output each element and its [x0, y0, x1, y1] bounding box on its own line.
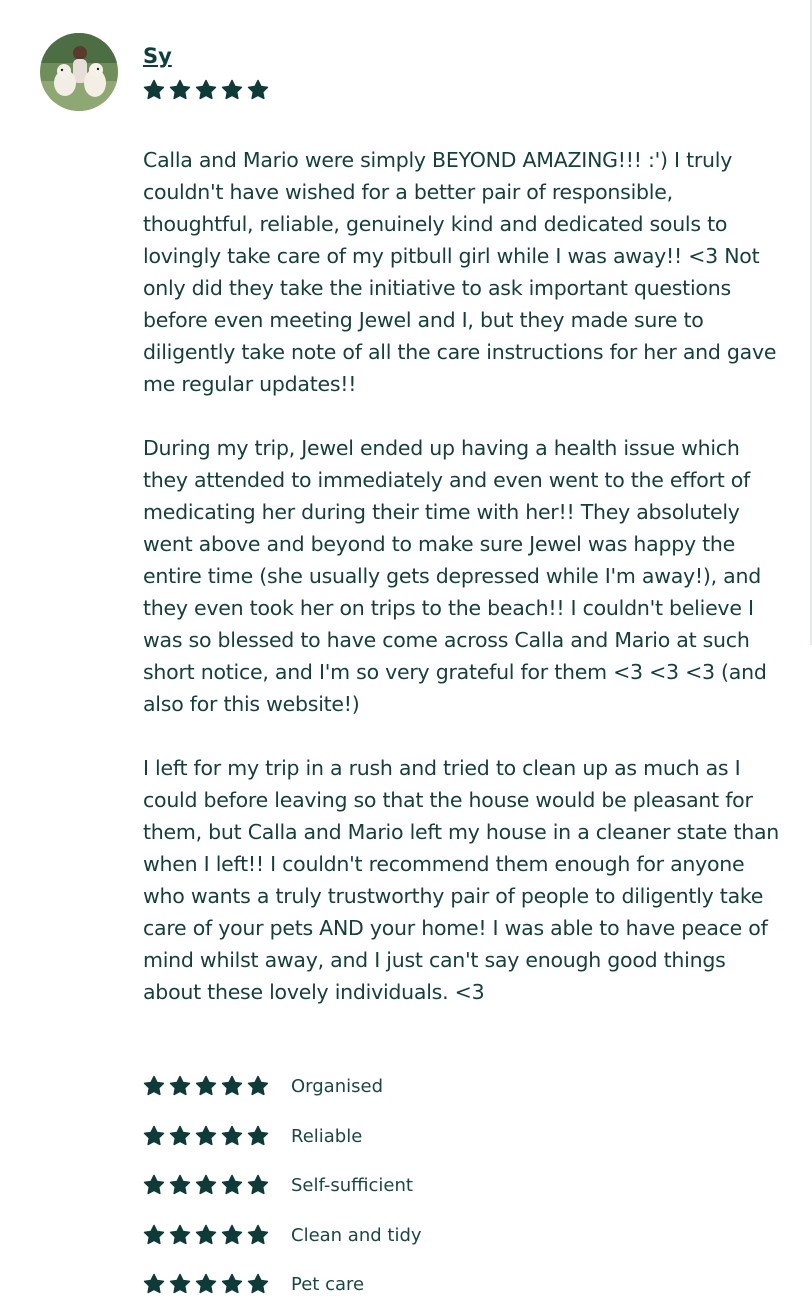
star-icon	[195, 1224, 217, 1246]
star-icon	[221, 1174, 243, 1196]
category-stars	[143, 1224, 269, 1246]
review-paragraph: Calla and Mario were simply BEYOND AMAZING!!! :') I truly couldn't have wished for a better pair of responsible, thoughtful, reliable, genuinely kind and dedicated souls to lovingly take care of my pitbull girl while I was away!! <3 Not only did they take the initiative to ask important questions before even meeting Jewel and I, but they made sure to diligently take note of all the care instructions for her and gave me regular updates!!	[143, 148, 777, 396]
avatar-photo-icon	[40, 33, 118, 111]
star-icon	[143, 1174, 165, 1196]
category-label: Clean and tidy	[291, 1224, 422, 1246]
category-rating-pet-care	[143, 1273, 364, 1295]
star-icon	[143, 1273, 165, 1295]
star-icon	[221, 1224, 243, 1246]
category-label: Reliable	[291, 1125, 363, 1147]
avatar[interactable]	[40, 33, 118, 111]
star-icon	[247, 1224, 269, 1246]
star-icon	[143, 1224, 165, 1246]
star-icon	[169, 1125, 191, 1147]
star-icon	[195, 79, 217, 101]
star-icon	[143, 1125, 165, 1147]
star-icon	[221, 79, 243, 101]
star-icon	[221, 1075, 243, 1097]
category-stars	[143, 1174, 269, 1196]
star-icon	[169, 1174, 191, 1196]
star-icon	[221, 1273, 243, 1295]
star-icon	[195, 1273, 217, 1295]
category-stars	[143, 1273, 269, 1295]
review-text	[143, 144, 783, 1008]
star-icon	[195, 1075, 217, 1097]
category-rating-organised	[143, 1075, 383, 1097]
star-icon	[169, 79, 191, 101]
category-stars	[143, 1075, 269, 1097]
category-rating-clean-and-tidy	[143, 1224, 422, 1246]
review-paragraph: I left for my trip in a rush and tried to clean up as much as I could before leaving so that the house would be pleasant for them, but Calla and Mario left my house in a cleaner state than when I left!! I couldn't recommend them enough for anyone who wants a truly trustworthy pair of people to diligently take care of your pets AND your home! I was able to have peace of mind whilst away, and I just can't say enough good things about these lovely individuals. <3	[143, 756, 779, 1004]
star-icon	[247, 79, 269, 101]
reviewer-name[interactable]: Sy	[143, 44, 172, 68]
star-icon	[247, 1075, 269, 1097]
star-icon	[247, 1273, 269, 1295]
category-label: Organised	[291, 1075, 383, 1097]
star-icon	[143, 79, 165, 101]
category-label: Self-sufficient	[291, 1174, 413, 1196]
star-icon	[221, 1125, 243, 1147]
review-paragraph: During my trip, Jewel ended up having a health issue which they attended to immediately and even went to the effort of medicating her during their time with her!! They absolutely went above and beyond to make sure Jewel was happy the entire time (she usually gets depressed while I'm away!), and they even took her on trips to the beach!! I couldn't believe I was so blessed to have come across Calla and Mario at such short notice, and I'm so very grateful for them <3 <3 <3 (and also for this website!)	[143, 436, 767, 716]
star-icon	[169, 1224, 191, 1246]
star-icon	[169, 1273, 191, 1295]
star-icon	[143, 1075, 165, 1097]
category-stars	[143, 1125, 269, 1147]
overall-rating-stars	[143, 79, 269, 101]
star-icon	[247, 1174, 269, 1196]
category-rating-self-sufficient	[143, 1174, 413, 1196]
category-rating-reliable	[143, 1125, 362, 1147]
category-label: Pet care	[291, 1273, 365, 1295]
star-icon	[247, 1125, 269, 1147]
star-icon	[195, 1125, 217, 1147]
star-icon	[169, 1075, 191, 1097]
star-icon	[195, 1174, 217, 1196]
